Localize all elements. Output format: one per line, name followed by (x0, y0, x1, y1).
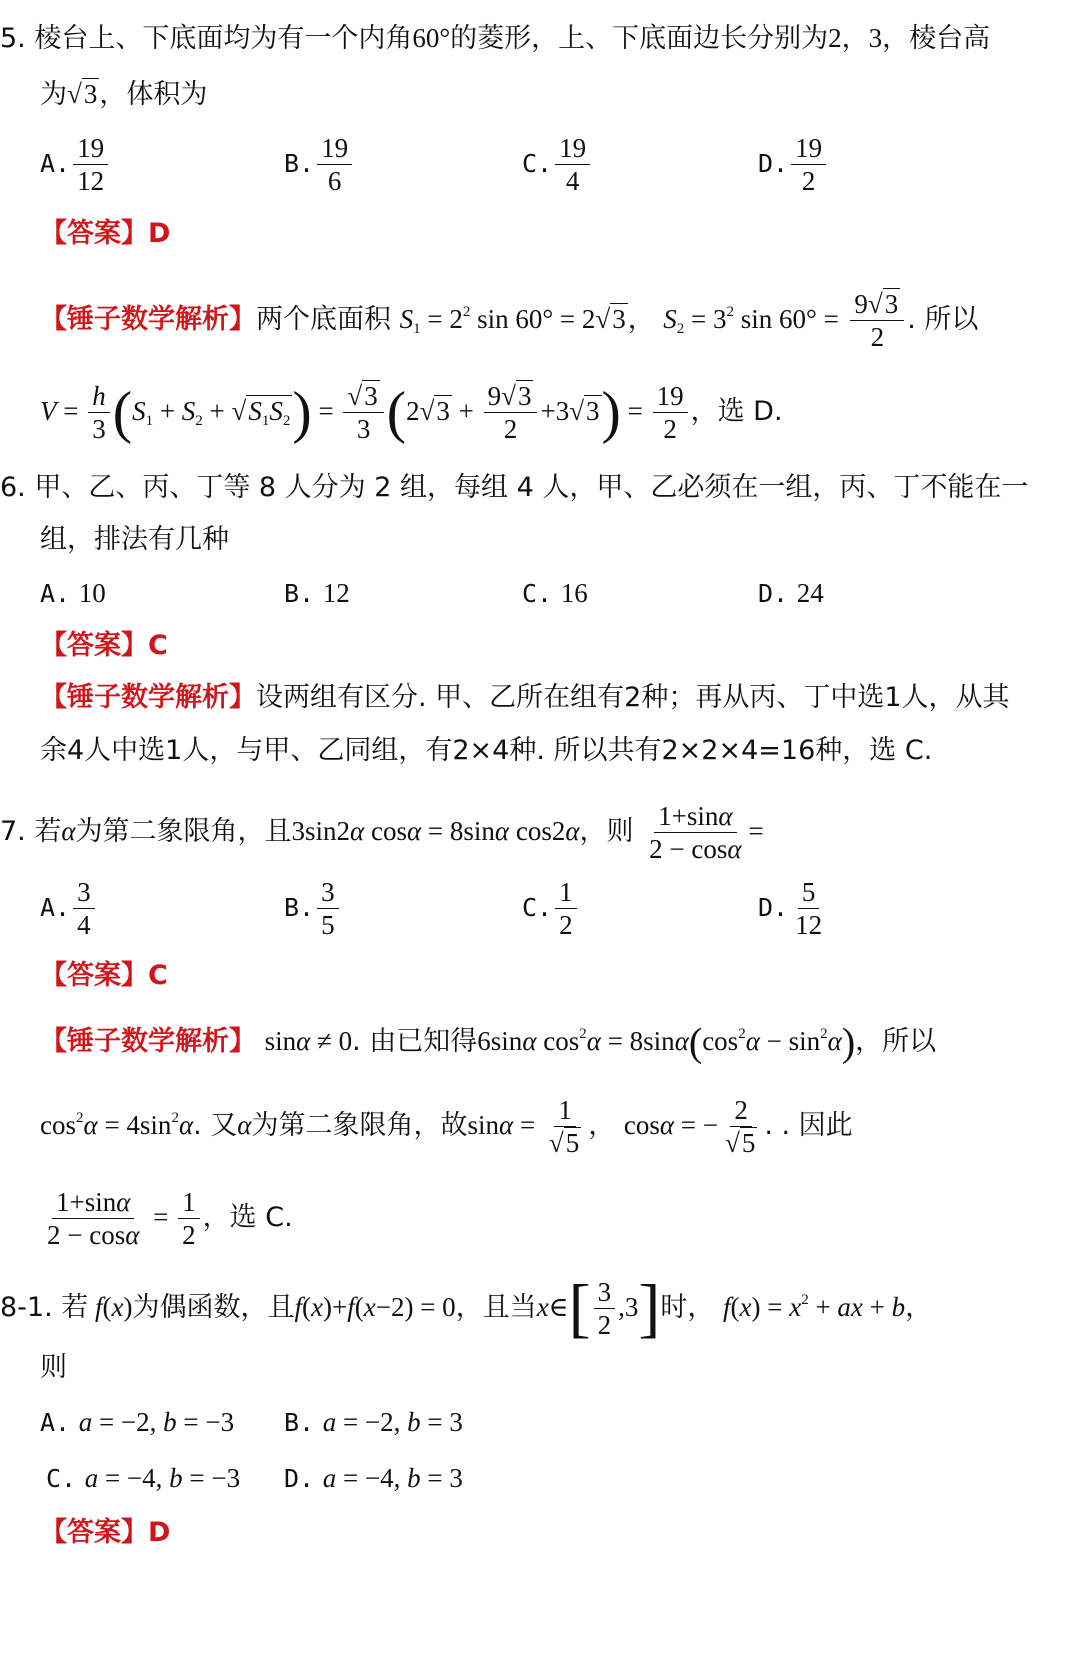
q8-stem-line2: 则 (40, 1352, 67, 1383)
q5-option-d: D. $\frac{19}{2}$ (758, 132, 829, 197)
q7-analysis-line1: 【锤子数学解析】 sinα ≠ 0. 由已知得6sinα $\cos^2\alpha = 8\sin\alpha(\cos^2\alpha - \sin^2\alpha)$，所以 (40, 1019, 937, 1065)
q5-option-c: C. $\frac{19}{4}$ (522, 132, 593, 197)
q6-option-b: B. 12 (284, 578, 350, 608)
q7-analysis-line2: $\cos^2\alpha = 4\sin^2\alpha$. 又α为第二象限角，故sinα = $\frac{1}{√5}$ ， cosα = − $\frac{2}{√5}$ . . 因此 (40, 1095, 853, 1158)
q8-option-a: A. a = −2, b = −3 (40, 1407, 235, 1437)
q8-answer: 【答案】D (40, 1517, 171, 1548)
q5-analysis-line1: 【锤子数学解析】两个底面积 $S_1 = 2^2$ sin 60° = 2√3， $S_2 = 3^2$ sin 60° = $\frac{9√3}{2}$ . 所以 (40, 289, 979, 352)
q5-stem-line2: 为√3，体积为 (40, 79, 208, 110)
q5-analysis-line2: V = $\frac{h}{3}$ $(S_1 + S_2 + √S_1S_2)$ = $\frac{√3}{3}$ (2√3 + $\frac{9√3}{2}$ +3√3) = $\frac{19}{2}$ ，选 D. (40, 379, 783, 445)
q6-option-c: C. 16 (522, 578, 588, 608)
q6-stem-line1: 6. 甲、乙、丙、丁等 8 人分为 2 组，每组 4 人，甲、乙必须在一组，丙、丁不能在一 (0, 472, 1029, 503)
q7-answer: 【答案】C (40, 960, 168, 991)
q5-stem-line1: 5. 棱台上、下底面均为有一个内角60°的菱形，上、下底面边长分别为2，3，棱台高 (0, 23, 991, 54)
q7-option-b: B. $\frac{3}{5}$ (284, 876, 342, 941)
q7-stem: 7. 若α为第二象限角，且3sin2α cosα = 8sinα cos2α，则 $\frac{1+\sin\alpha}{2 - \cos\alpha}$ = (0, 801, 764, 864)
q6-analysis-line2: 余4人中选1人，与甲、乙同组，有2×4种. 所以共有2×2×4=16种，选 C. (40, 735, 933, 766)
q6-option-d: D. 24 (758, 578, 824, 608)
q6-option-a: A. 10 (40, 578, 106, 608)
q7-option-c: C. $\frac{1}{2}$ (522, 876, 580, 941)
q8-option-c: C. a = −4, b = −3 (46, 1463, 241, 1493)
q6-stem-line2: 组，排法有几种 (40, 524, 229, 555)
q7-option-a: A. $\frac{3}{4}$ (40, 876, 98, 941)
q6-answer: 【答案】C (40, 630, 168, 661)
q6-analysis-line1: 【锤子数学解析】设两组有区分. 甲、乙所在组有2种；再从丙、丁中选1人，从其 (40, 682, 1010, 713)
q8-option-b: B. a = −2, b = 3 (284, 1407, 463, 1437)
q7-analysis-line3: $\frac{1+\sin\alpha}{2 - \cos\alpha}$ = $\frac{1}{2}$ ，选 C. (47, 1187, 293, 1250)
q5-option-a: A. $\frac{19}{12}$ (40, 132, 111, 197)
q8-stem-line1: 8-1. 若 f(x)为偶函数，且f(x)+f(x−2) = 0，且当x∈[ $\frac{3}{2}$ ,3]时， $f(x) = x^2$ + ax + b， (0, 1271, 933, 1345)
q7-option-d: D. $\frac{5}{12}$ (758, 877, 823, 940)
q5-answer: 【答案】D (40, 218, 171, 249)
q8-option-d: D. a = −4, b = 3 (284, 1463, 463, 1493)
q5-option-b: B. $\frac{19}{6}$ (284, 132, 355, 197)
